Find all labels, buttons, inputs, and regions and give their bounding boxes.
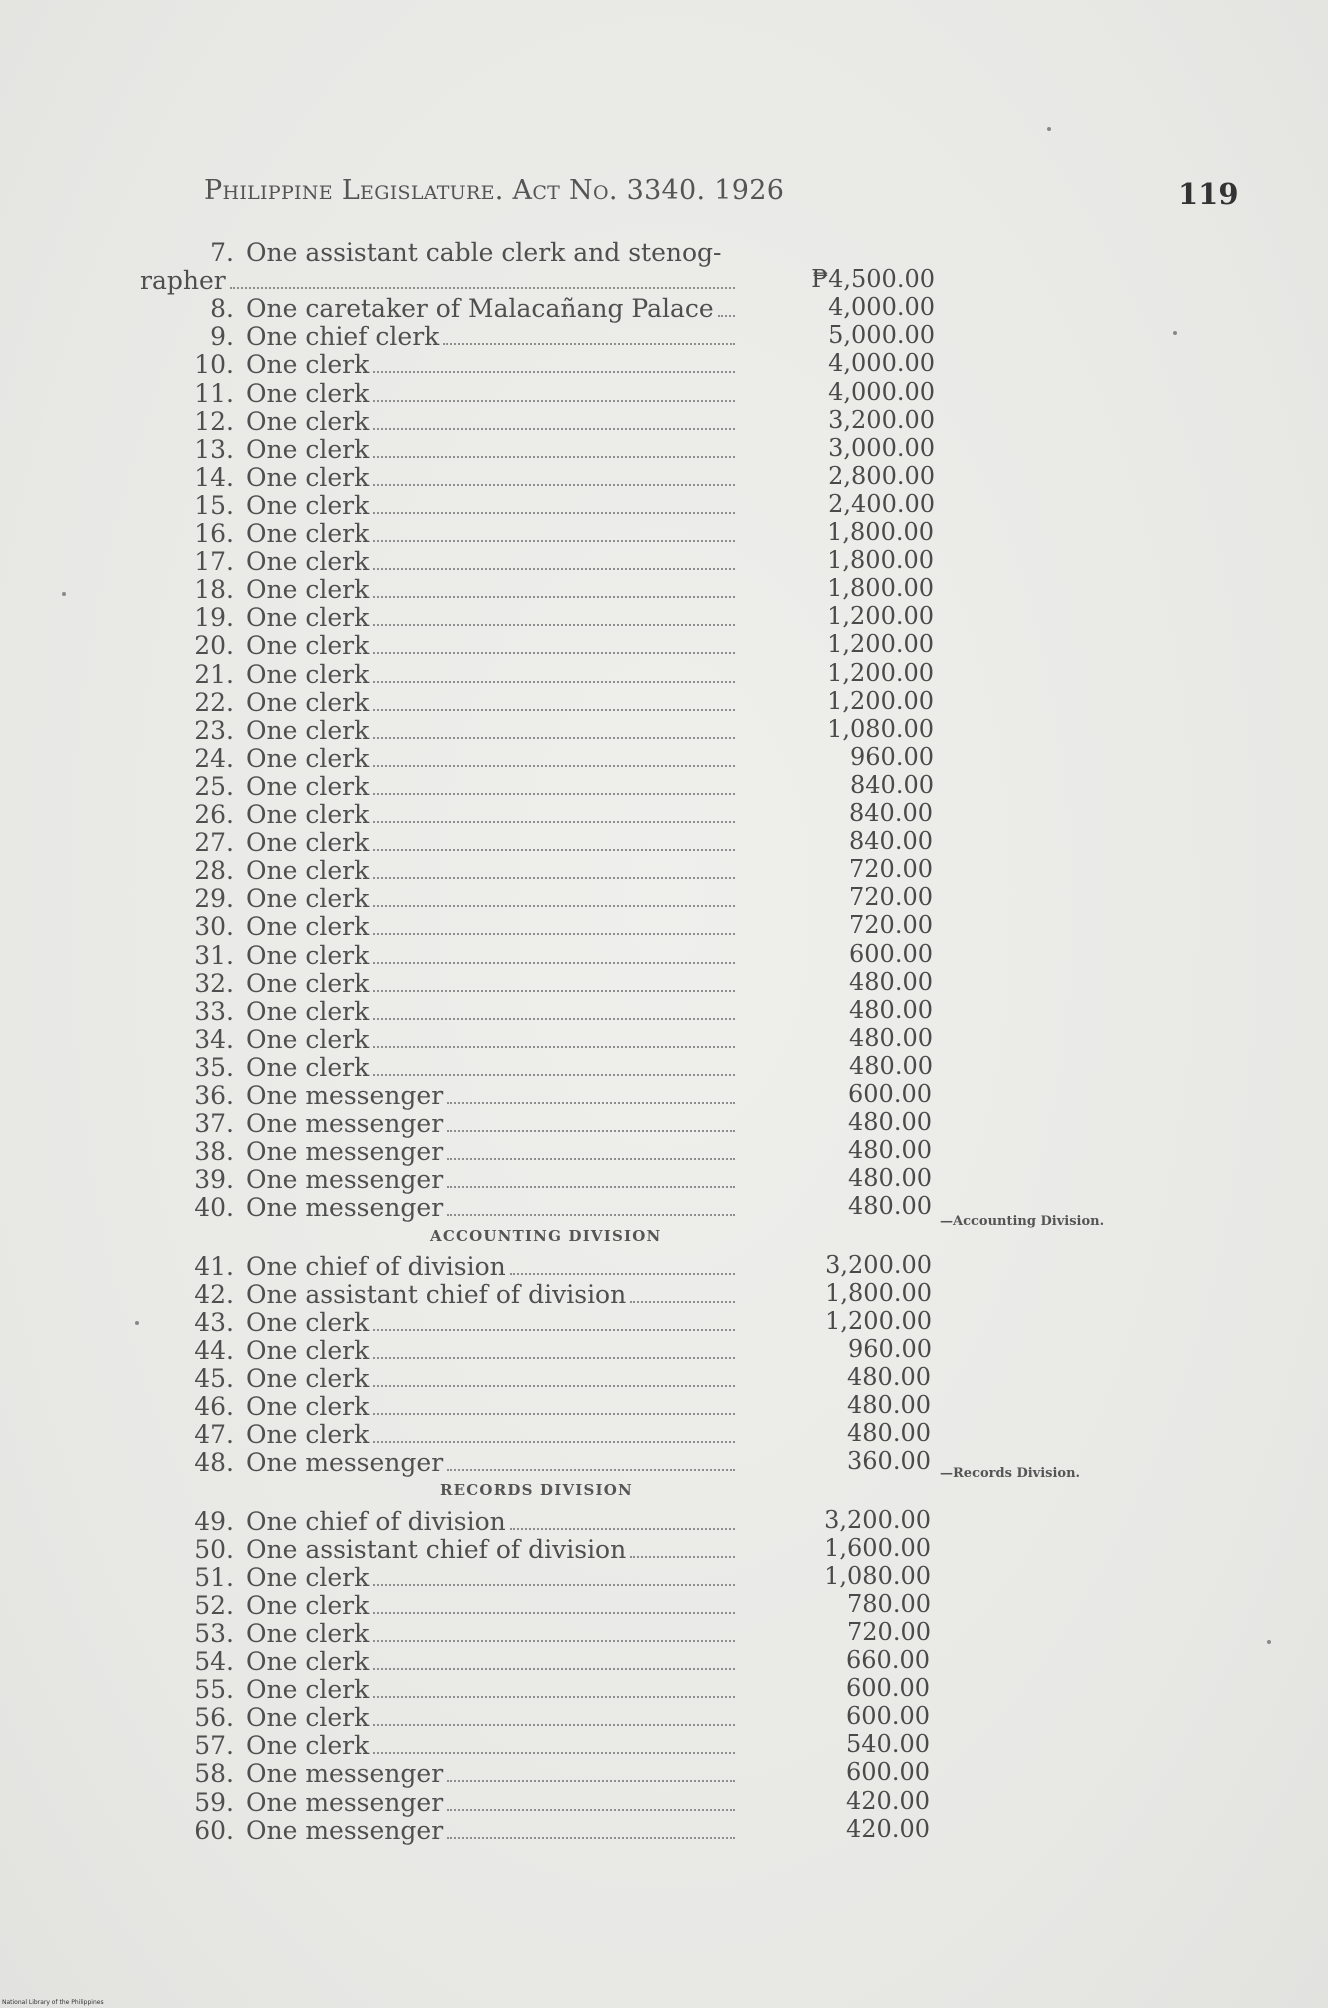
list-item (180, 857, 369, 885)
item-amount: 720.00 (849, 911, 933, 940)
item-amount: 1,200.00 (825, 1306, 932, 1335)
item-amount: 600.00 (849, 939, 933, 968)
list-item (180, 520, 369, 548)
item-amount: 540.00 (846, 1730, 930, 1759)
dot-leader (447, 1780, 735, 1782)
dot-leader (373, 849, 735, 851)
section-heading: ACCOUNTING DIVISION (430, 1226, 662, 1245)
list-item (180, 436, 369, 464)
item-description: One messenger (246, 1137, 444, 1167)
item-description: One clerk (246, 490, 370, 520)
dot-leader (373, 1441, 735, 1443)
item-amount: 720.00 (849, 855, 933, 884)
item-number: 50. (194, 1534, 234, 1564)
list-item (180, 1110, 443, 1138)
item-description: One clerk (246, 547, 370, 577)
running-header: Philippine Legislature. Act No. 3340. 1926 (204, 175, 785, 206)
item-description: One clerk (246, 828, 370, 858)
item-number: 44. (194, 1335, 234, 1365)
item-amount: ₱4,500.00 (811, 265, 935, 294)
dot-leader (373, 1413, 735, 1415)
item-number: 32. (194, 968, 234, 998)
list-item (180, 745, 369, 773)
dot-leader (447, 1809, 735, 1811)
item-number: 7. (210, 238, 234, 267)
list-item (180, 913, 369, 941)
list-item (180, 408, 369, 436)
item-number: 38. (194, 1137, 234, 1167)
scan-speck (1173, 331, 1177, 335)
item-description: One clerk (246, 1618, 370, 1648)
dot-leader (373, 624, 735, 626)
item-description: One clerk (246, 1703, 370, 1733)
dot-leader (373, 1018, 735, 1020)
list-item (180, 717, 369, 745)
item-description: rapher (140, 266, 226, 296)
dot-leader (373, 709, 735, 711)
item-description: One clerk (246, 519, 370, 548)
item-amount: 480.00 (848, 1108, 932, 1137)
item-amount: 4,000.00 (828, 349, 935, 378)
item-amount: 480.00 (849, 995, 933, 1024)
dot-leader (373, 484, 735, 486)
item-number: 19. (194, 603, 234, 633)
item-number: 47. (194, 1420, 234, 1450)
list-item (180, 942, 369, 970)
dot-leader (373, 681, 735, 683)
item-number: 8. (210, 294, 234, 324)
item-number: 36. (194, 1081, 234, 1110)
item-number: 49. (194, 1506, 234, 1536)
item-description: One clerk (246, 771, 370, 801)
dot-leader (373, 821, 735, 823)
item-number: 12. (194, 406, 234, 436)
item-amount: 720.00 (849, 883, 933, 912)
list-item (180, 351, 369, 379)
item-amount: 1,600.00 (824, 1533, 931, 1562)
item-number: 41. (194, 1251, 234, 1281)
margin-note: —Records Division. (940, 1466, 1081, 1482)
item-amount: 2,800.00 (828, 461, 935, 490)
list-item (180, 380, 369, 408)
item-amount: 3,200.00 (828, 405, 935, 434)
dot-leader (373, 1752, 735, 1754)
margin-note: —Accounting Division. (940, 1213, 1105, 1229)
item-amount: 1,800.00 (827, 574, 934, 603)
list-item (180, 604, 369, 632)
item-number: 25. (194, 771, 234, 801)
item-number: 30. (194, 912, 234, 942)
list-item (180, 1309, 369, 1337)
list-item (180, 1817, 443, 1845)
item-description: One clerk (246, 406, 370, 436)
dot-leader (373, 1668, 735, 1670)
item-description: One clerk (246, 1335, 370, 1365)
dot-leader (373, 1584, 735, 1586)
scan-source-caption: National Library of the Philippines (2, 1999, 104, 2006)
item-description: One clerk (246, 884, 370, 914)
item-number: 14. (194, 462, 234, 492)
item-description: One clerk (246, 434, 370, 464)
item-number: 56. (194, 1703, 234, 1733)
list-item (180, 548, 369, 576)
item-number: 24. (194, 743, 234, 773)
item-amount: 1,080.00 (824, 1561, 931, 1590)
dot-leader (373, 933, 735, 935)
item-number: 43. (194, 1307, 234, 1337)
item-amount: 480.00 (848, 1136, 932, 1165)
item-amount: 1,200.00 (827, 630, 934, 659)
list-item (180, 576, 369, 604)
item-amount: 3,200.00 (824, 1505, 931, 1534)
item-description: One clerk (246, 715, 370, 745)
item-amount: 480.00 (848, 1164, 932, 1193)
dot-leader (510, 1273, 735, 1275)
item-description: One assistant chief of division (246, 1534, 627, 1564)
item-description: One clerk (246, 800, 370, 829)
item-number: 59. (194, 1787, 234, 1817)
dot-leader (510, 1528, 735, 1530)
item-amount: 2,400.00 (828, 489, 935, 518)
item-description: One clerk (246, 856, 370, 886)
dot-leader (373, 428, 735, 430)
item-number: 11. (194, 378, 234, 408)
list-item (180, 1054, 369, 1082)
item-number: 42. (194, 1279, 234, 1309)
list-item (180, 773, 369, 801)
item-amount: 960.00 (850, 742, 934, 771)
dot-leader (373, 456, 735, 458)
item-amount: 480.00 (848, 1192, 932, 1221)
item-amount: 720.00 (847, 1617, 931, 1646)
item-amount: 1,800.00 (827, 518, 934, 546)
scan-speck (1267, 1640, 1271, 1644)
dot-leader (373, 990, 735, 992)
list-item (180, 1026, 369, 1054)
dot-leader (373, 962, 735, 964)
dot-leader (630, 1301, 735, 1303)
item-description: One clerk (246, 603, 370, 633)
item-description: One clerk (246, 350, 370, 380)
item-number: 57. (194, 1731, 234, 1761)
item-description: One clerk (246, 462, 370, 492)
dot-leader (373, 1357, 735, 1359)
item-amount: 420.00 (846, 1814, 930, 1843)
item-number: 37. (194, 1109, 234, 1139)
item-description: One clerk (246, 1024, 370, 1054)
list-item (180, 1337, 369, 1365)
item-amount: 840.00 (850, 770, 934, 799)
list-item (180, 295, 714, 323)
item-number: 13. (194, 434, 234, 464)
dot-leader (373, 540, 735, 542)
dot-leader (373, 512, 735, 514)
list-item (180, 1592, 369, 1620)
item-number: 23. (194, 715, 234, 745)
item-description: One clerk (246, 1052, 370, 1082)
item-number: 58. (194, 1759, 234, 1789)
item-description: One clerk (246, 659, 370, 689)
item-amount: 600.00 (848, 1080, 932, 1108)
list-item (180, 1732, 369, 1760)
item-description: One messenger (246, 1165, 444, 1195)
item-description: One clerk (246, 575, 370, 605)
dot-leader (373, 765, 735, 767)
item-amount: 420.00 (846, 1786, 930, 1815)
item-number: 16. (194, 519, 234, 548)
list-item (180, 689, 369, 717)
dot-leader (447, 1102, 735, 1104)
item-description: One clerk (246, 1307, 370, 1337)
dot-leader (373, 737, 735, 739)
item-amount: 1,080.00 (827, 714, 934, 743)
list-item (180, 1421, 369, 1449)
item-number: 10. (194, 350, 234, 380)
item-description: One clerk (246, 996, 370, 1026)
dot-leader (373, 877, 735, 879)
item-number: 20. (194, 631, 234, 661)
list-item (180, 1393, 369, 1421)
item-number: 15. (194, 490, 234, 520)
item-amount: 1,800.00 (825, 1278, 932, 1307)
item-description: One messenger (246, 1448, 444, 1478)
item-number: 55. (194, 1675, 234, 1705)
dot-leader (447, 1158, 735, 1160)
item-number: 27. (194, 828, 234, 858)
list-item (180, 885, 369, 913)
dot-leader (373, 371, 735, 373)
item-number: 51. (194, 1562, 234, 1592)
item-amount: 4,000.00 (828, 293, 935, 322)
item-amount: 480.00 (847, 1391, 931, 1420)
item-amount: 1,200.00 (827, 686, 934, 715)
item-amount: 960.00 (848, 1334, 932, 1363)
dot-leader (447, 1837, 735, 1839)
item-number: 53. (194, 1618, 234, 1648)
item-amount: 840.00 (849, 827, 933, 856)
item-number: 26. (194, 800, 234, 829)
scan-speck (1047, 127, 1051, 131)
item-amount: 4,000.00 (828, 377, 935, 406)
dot-leader (373, 652, 735, 654)
item-description: One messenger (246, 1759, 444, 1789)
dot-leader (373, 596, 735, 598)
dot-leader (447, 1214, 735, 1216)
list-item (180, 1648, 369, 1676)
item-number: 18. (194, 575, 234, 605)
dot-leader (230, 287, 735, 289)
item-number: 29. (194, 884, 234, 914)
item-description: One messenger (246, 1815, 444, 1845)
dot-leader (373, 1329, 735, 1331)
item-amount: 3,200.00 (825, 1250, 932, 1279)
item-number: 33. (194, 996, 234, 1026)
item-description: One chief clerk (246, 322, 440, 352)
item-description: One clerk (246, 1364, 370, 1393)
item-description: One clerk (246, 968, 370, 998)
list-item (180, 1508, 506, 1536)
item-amount: 600.00 (846, 1674, 930, 1703)
dot-leader (373, 1724, 735, 1726)
list-item (180, 1166, 443, 1194)
list-item (180, 1365, 369, 1393)
item-description: One messenger (246, 1109, 444, 1139)
list-item (180, 632, 369, 660)
list-item (180, 1281, 626, 1309)
list-item (180, 1082, 443, 1110)
item-number: 46. (194, 1392, 234, 1422)
item-number: 48. (194, 1448, 234, 1478)
item-amount: 600.00 (846, 1702, 930, 1731)
dot-leader (373, 1640, 735, 1642)
list-item (180, 801, 369, 829)
item-number: 52. (194, 1590, 234, 1620)
item-description: One chief of division (246, 1251, 506, 1281)
item-number: 54. (194, 1647, 234, 1676)
item-description: One clerk (246, 940, 370, 970)
item-description: One assistant chief of division (246, 1279, 627, 1309)
item-amount: 480.00 (849, 1023, 933, 1052)
item-number: 35. (194, 1052, 234, 1082)
list-item (180, 1194, 443, 1222)
item-amount: 660.00 (846, 1646, 930, 1674)
list-item (180, 661, 369, 689)
list-item (180, 323, 439, 351)
item-description: One clerk (246, 743, 370, 773)
list-item (180, 1138, 443, 1166)
list-item (180, 1789, 443, 1817)
dot-leader (447, 1186, 735, 1188)
list-item (180, 1564, 369, 1592)
item-amount: 1,200.00 (827, 658, 934, 687)
item-description: One clerk (246, 1562, 370, 1592)
item-amount: 840.00 (849, 799, 933, 827)
item-number: 34. (194, 1024, 234, 1054)
dot-leader (447, 1130, 735, 1132)
dot-leader (373, 400, 735, 402)
item-description: One clerk (246, 1675, 370, 1705)
item-amount: 480.00 (849, 967, 933, 996)
item-description: One messenger (246, 1193, 444, 1223)
item-amount: 5,000.00 (828, 321, 935, 350)
item-description: One chief of division (246, 1506, 506, 1536)
item-amount: 480.00 (849, 1051, 933, 1080)
list-item (180, 998, 369, 1026)
item-description: One messenger (246, 1787, 444, 1817)
item-description: One clerk (246, 1420, 370, 1450)
item-number: 31. (194, 940, 234, 970)
item-description: One clerk (246, 912, 370, 942)
dot-leader (443, 343, 735, 345)
item-amount: 1,800.00 (827, 546, 934, 575)
item-amount: 600.00 (846, 1758, 930, 1787)
list-item (180, 970, 369, 998)
dot-leader (373, 1696, 735, 1698)
dot-leader (373, 905, 735, 907)
section-heading: RECORDS DIVISION (440, 1481, 633, 1500)
item-amount: 1,200.00 (827, 602, 934, 631)
scan-speck (135, 1321, 139, 1325)
dot-leader (718, 315, 735, 317)
list-item (180, 1704, 369, 1732)
dot-leader (373, 1385, 735, 1387)
list-item (180, 1253, 506, 1281)
page-number: 119 (1178, 177, 1239, 211)
item-number: 17. (194, 547, 234, 577)
list-item (180, 464, 369, 492)
item-number: 39. (194, 1165, 234, 1195)
dot-leader (373, 568, 735, 570)
item-number: 22. (194, 687, 234, 717)
item-description: One clerk (246, 378, 370, 408)
item-number: 45. (194, 1364, 234, 1393)
item-description: One messenger (246, 1081, 444, 1110)
list-item (180, 1676, 369, 1704)
item-amount: 360.00 (847, 1447, 931, 1476)
list-item (140, 267, 226, 295)
item-amount: 780.00 (847, 1589, 931, 1618)
scan-speck (62, 592, 66, 596)
item-description: One caretaker of Malacañang Palace (246, 294, 714, 324)
list-item (180, 1449, 443, 1477)
item-amount: 480.00 (847, 1419, 931, 1448)
dot-leader (447, 1469, 735, 1471)
item-amount: 3,000.00 (828, 433, 935, 462)
list-item (180, 829, 369, 857)
item-description: One clerk (246, 1590, 370, 1620)
list-item (180, 1620, 369, 1648)
item-description: One clerk (246, 687, 370, 717)
item-amount: 480.00 (847, 1363, 931, 1391)
item-number: 9. (210, 322, 234, 352)
item-description: One clerk (246, 1731, 370, 1761)
item-description: One clerk (246, 631, 370, 661)
item-number: 60. (194, 1815, 234, 1845)
dot-leader (373, 793, 735, 795)
item-number: 21. (194, 659, 234, 689)
list-item (180, 492, 369, 520)
item-description: One clerk (246, 1647, 370, 1676)
dot-leader (373, 1074, 735, 1076)
item-number: 40. (194, 1193, 234, 1223)
list-item (180, 1760, 443, 1788)
list-item (180, 239, 722, 267)
dot-leader (373, 1046, 735, 1048)
dot-leader (373, 1612, 735, 1614)
item-number: 28. (194, 856, 234, 886)
dot-leader (630, 1556, 735, 1558)
item-description: One clerk (246, 1392, 370, 1422)
item-description: One assistant cable clerk and stenog- (246, 238, 722, 267)
list-item (180, 1536, 626, 1564)
